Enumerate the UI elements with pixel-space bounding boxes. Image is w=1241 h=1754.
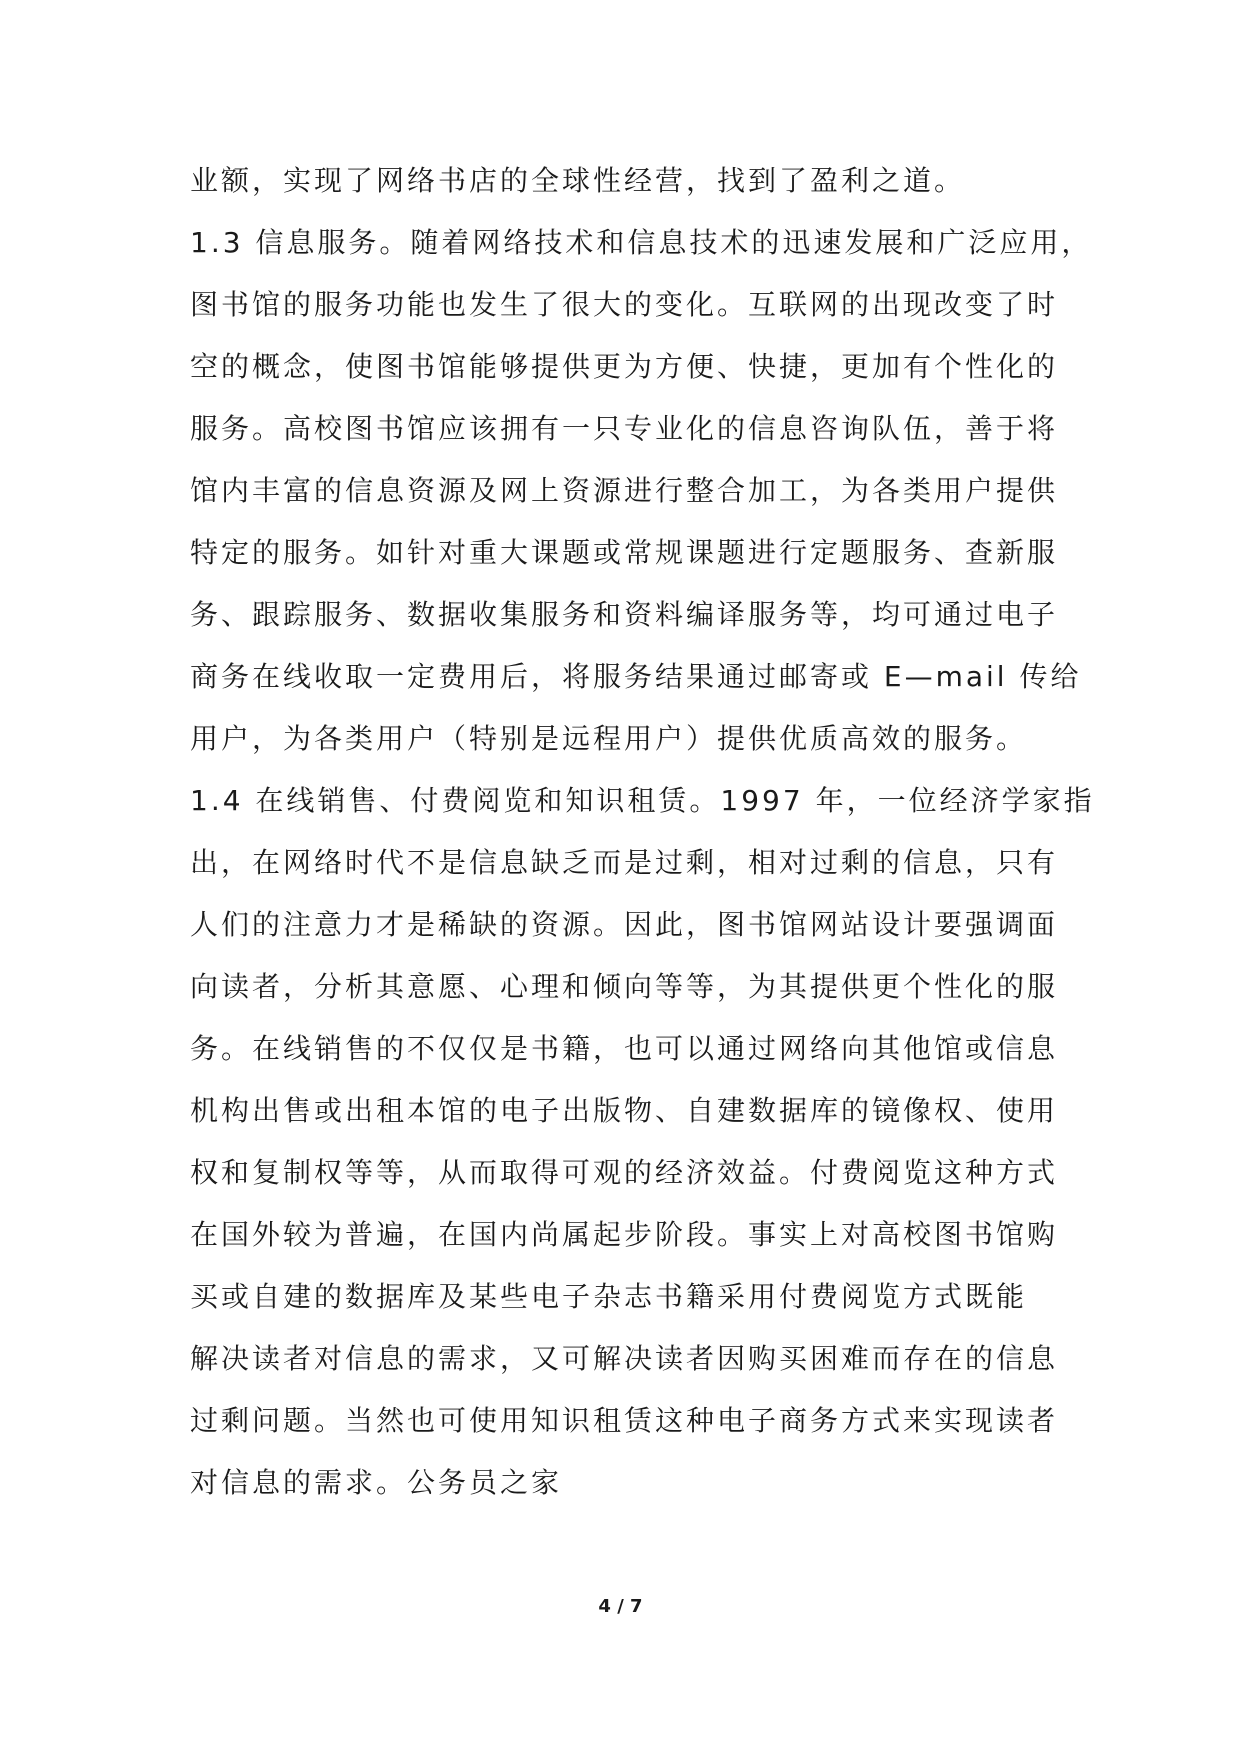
text-line: 出，在网络时代不是信息缺乏而是过剩，相对过剩的信息，只有 xyxy=(190,846,1059,879)
text-line: 人们的注意力才是稀缺的资源。因此，图书馆网站设计要强调面 xyxy=(190,908,1059,941)
text-line: 1.3 信息服务。随着网络技术和信息技术的迅速发展和广泛应用， xyxy=(190,226,1093,259)
text-line: 用户，为各类用户（特别是远程用户）提供优质高效的服务。 xyxy=(190,722,1028,755)
text-line: 过剩问题。当然也可使用知识租赁这种电子商务方式来实现读者 xyxy=(190,1404,1059,1437)
text-line: 业额，实现了网络书店的全球性经营，找到了盈利之道。 xyxy=(190,164,966,197)
text-line: 1.4 在线销售、付费阅览和知识租赁。1997 年，一位经济学家指 xyxy=(190,784,1095,817)
text-line: 在国外较为普遍，在国内尚属起步阶段。事实上对高校图书馆购 xyxy=(190,1218,1059,1251)
text-line: 解决读者对信息的需求，又可解决读者因购买困难而存在的信息 xyxy=(190,1342,1059,1375)
text-line: 馆内丰富的信息资源及网上资源进行整合加工，为各类用户提供 xyxy=(190,474,1059,507)
text-line: 对信息的需求。公务员之家 xyxy=(190,1466,563,1499)
text-line: 务、跟踪服务、数据收集服务和资料编译服务等，均可通过电子 xyxy=(190,598,1059,631)
body-text xyxy=(190,150,1095,1514)
text-line: 向读者，分析其意愿、心理和倾向等等，为其提供更个性化的服 xyxy=(190,970,1059,1003)
text-line: 图书馆的服务功能也发生了很大的变化。互联网的出现改变了时 xyxy=(190,288,1059,321)
text-line: 特定的服务。如针对重大课题或常规课题进行定题服务、查新服 xyxy=(190,536,1059,569)
text-line: 买或自建的数据库及某些电子杂志书籍采用付费阅览方式既能 xyxy=(190,1280,1028,1313)
text-line: 空的概念，使图书馆能够提供更为方便、快捷，更加有个性化的 xyxy=(190,350,1059,383)
page-number: 4 / 7 xyxy=(598,1596,643,1617)
text-line: 务。在线销售的不仅仅是书籍，也可以通过网络向其他馆或信息 xyxy=(190,1032,1059,1065)
text-line: 服务。高校图书馆应该拥有一只专业化的信息咨询队伍，善于将 xyxy=(190,412,1059,445)
text-line: 商务在线收取一定费用后，将服务结果通过邮寄或 E—mail 传给 xyxy=(190,660,1082,693)
text-line: 机构出售或出租本馆的电子出版物、自建数据库的镜像权、使用 xyxy=(190,1094,1059,1127)
text-line: 权和复制权等等，从而取得可观的经济效益。付费阅览这种方式 xyxy=(190,1156,1059,1189)
